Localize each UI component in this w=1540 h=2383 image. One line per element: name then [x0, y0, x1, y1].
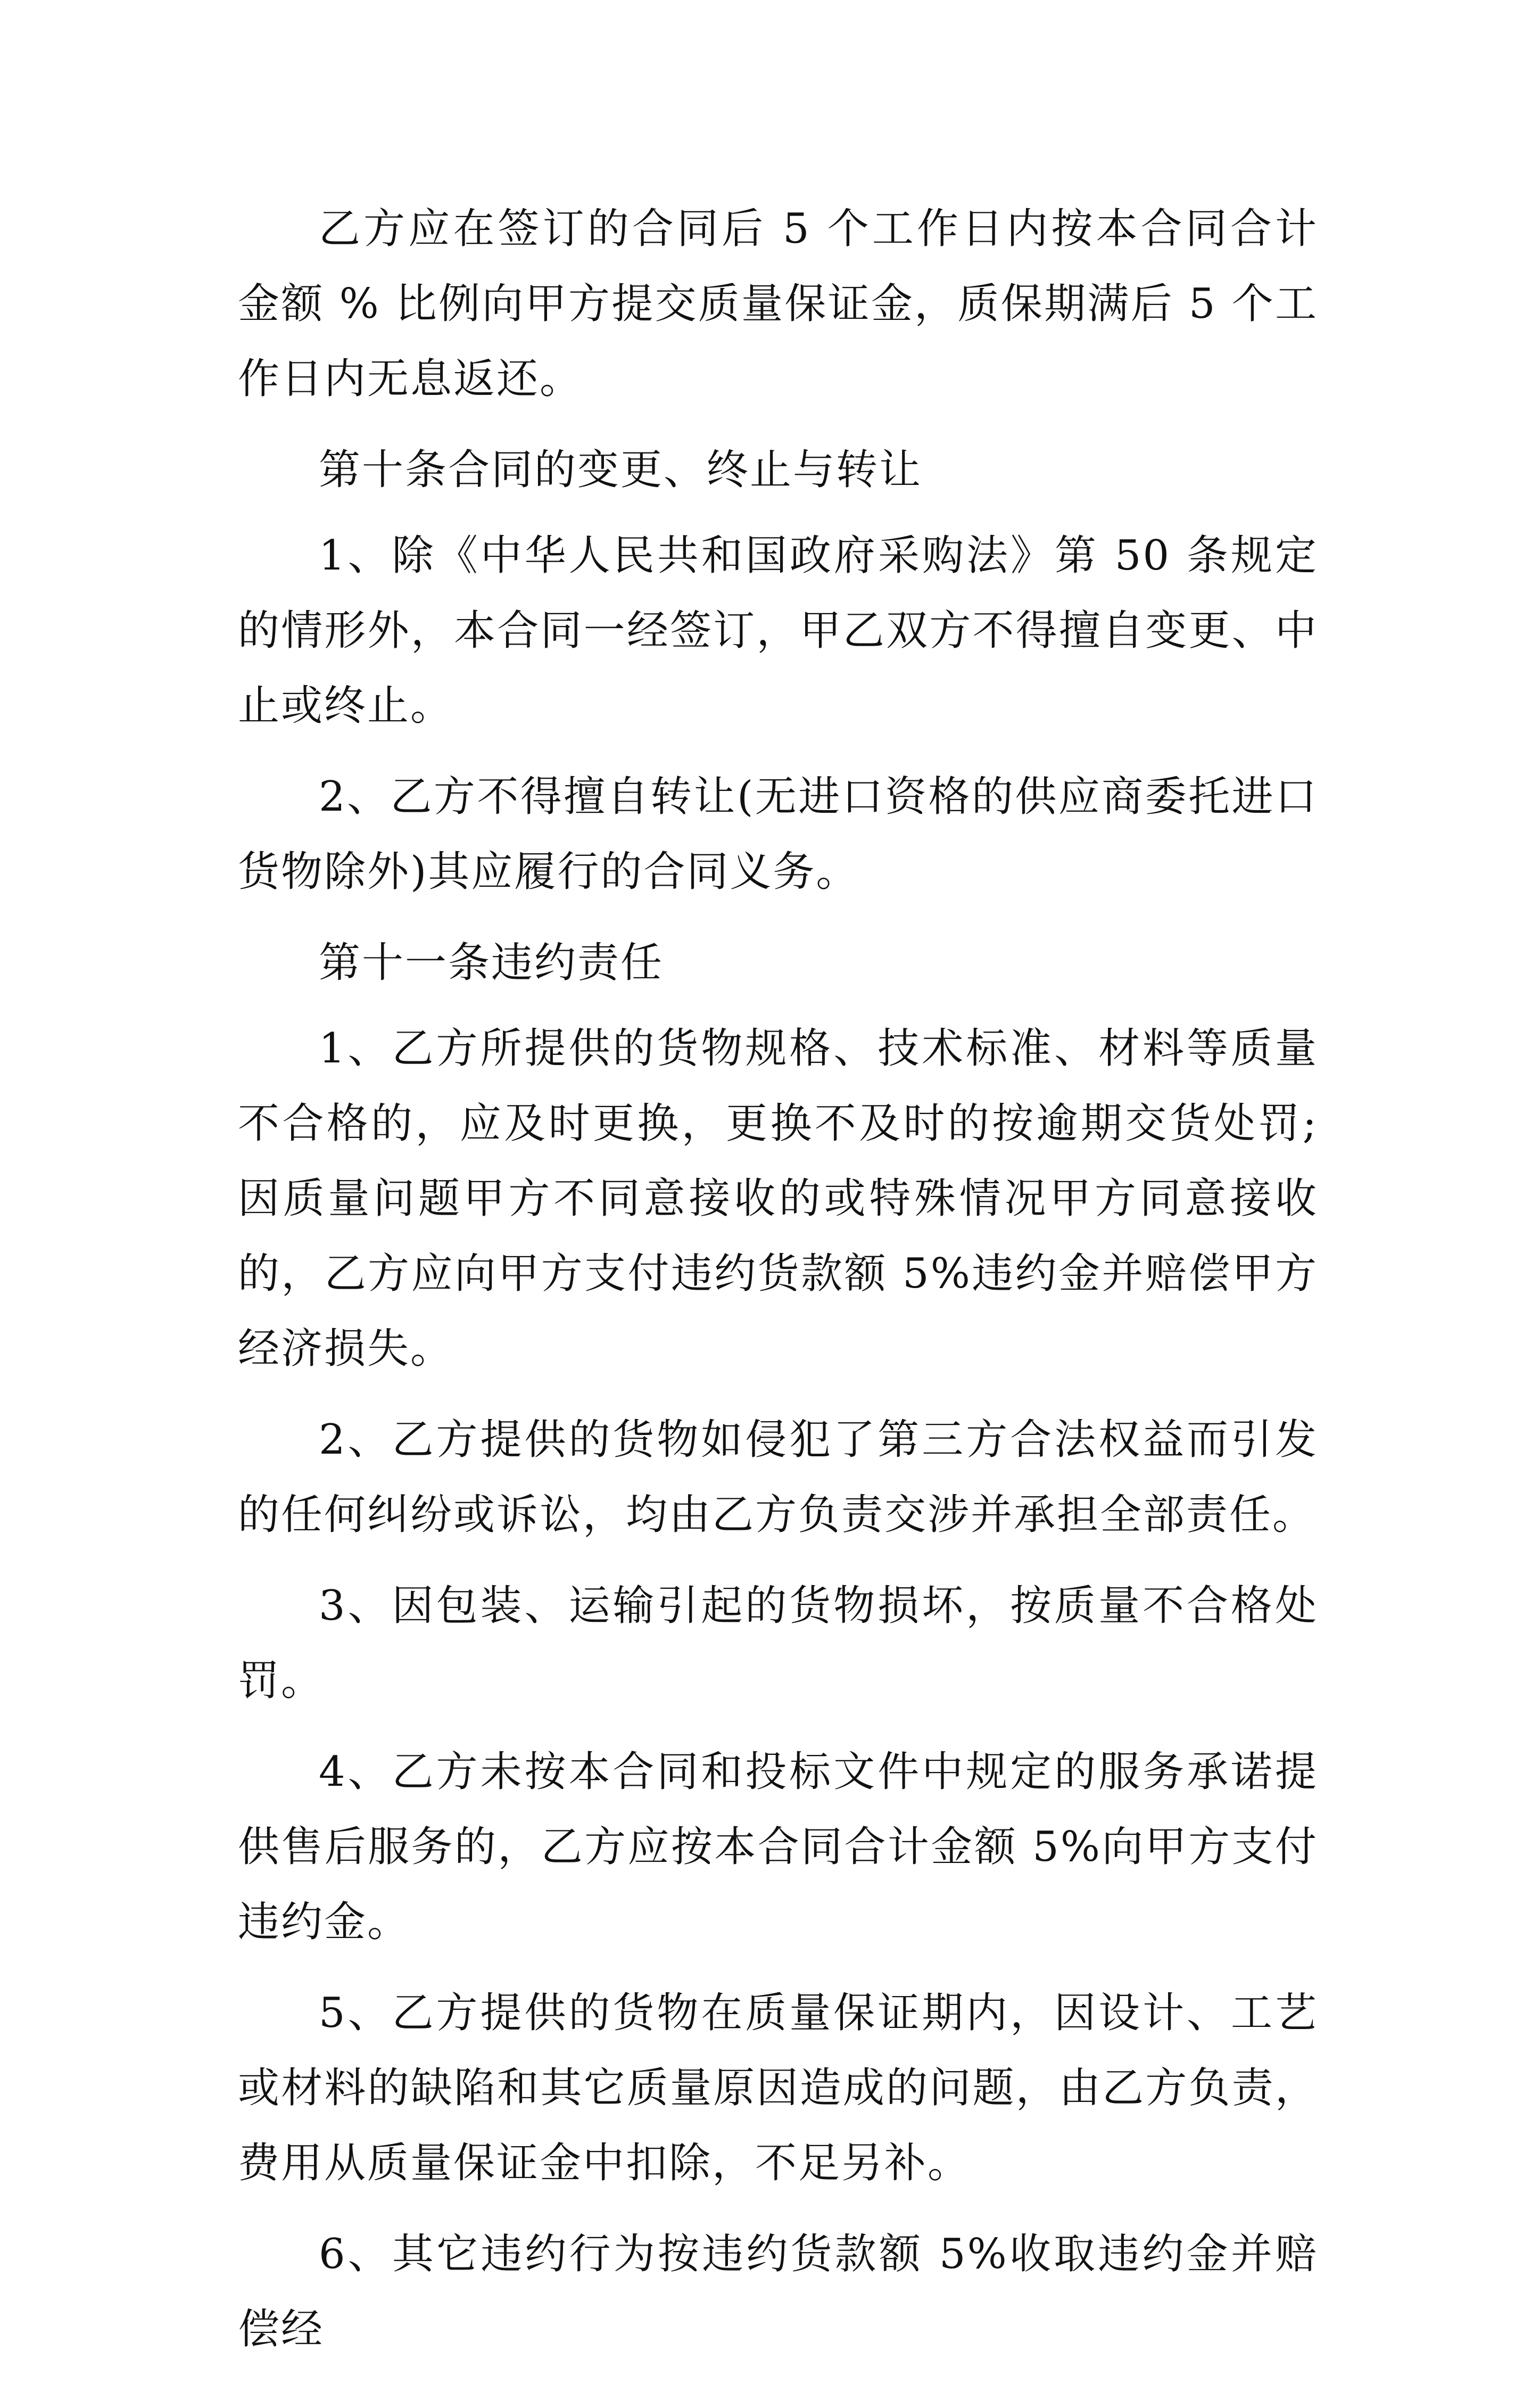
section-heading-article-11: 第十一条违约责任 [319, 939, 664, 987]
paragraph-article-10-item-1: 1、除《中华人民共和国政府采购法》第 50 条规定的情形外，本合同一经签订，甲乙双方不得擅自变更、中止或终止。 [238, 532, 1318, 730]
section-heading-article-10: 第十条合同的变更、终止与转让 [319, 446, 923, 494]
paragraph-quality-deposit: 乙方应在签订的合同后 5 个工作日内按本合同合计金额 % 比例向甲方提交质量保证金，质保期满后 5 个工作日内无息返还。 [238, 205, 1318, 403]
paragraph-article-11-item-6: 6、其它违约行为按违约货款额 5%收取违约金并赔偿经 [238, 2230, 1318, 2353]
paragraph-article-10-item-2: 2、乙方不得擅自转让(无进口资格的供应商委托进口货物除外)其应履行的合同义务。 [238, 773, 1318, 896]
paragraph-article-11-item-4: 4、乙方未按本合同和投标文件中规定的服务承诺提供售后服务的，乙方应按本合同合计金额 5%向甲方支付违约金。 [238, 1748, 1318, 1946]
document-body [238, 192, 1318, 2383]
paragraph-article-11-item-3: 3、因包装、运输引起的货物损坏，按质量不合格处罚。 [238, 1582, 1318, 1705]
paragraph-article-11-item-2: 2、乙方提供的货物如侵犯了第三方合法权益而引发的任何纠纷或诉讼，均由乙方负责交涉并承担全部责任。 [238, 1416, 1318, 1539]
paragraph-article-11-item-5: 5、乙方提供的货物在质量保证期内，因设计、工艺或材料的缺陷和其它质量原因造成的问题，由乙方负责，费用从质量保证金中扣除，不足另补。 [238, 1989, 1318, 2187]
paragraph-article-11-item-1: 1、乙方所提供的货物规格、技术标准、材料等质量不合格的，应及时更换，更换不及时的按逾期交货处罚;因质量问题甲方不同意接收的或特殊情况甲方同意接收的，乙方应向甲方支付违约货款额 5%违约金并赔偿甲方经济损失。 [238, 1025, 1318, 1373]
